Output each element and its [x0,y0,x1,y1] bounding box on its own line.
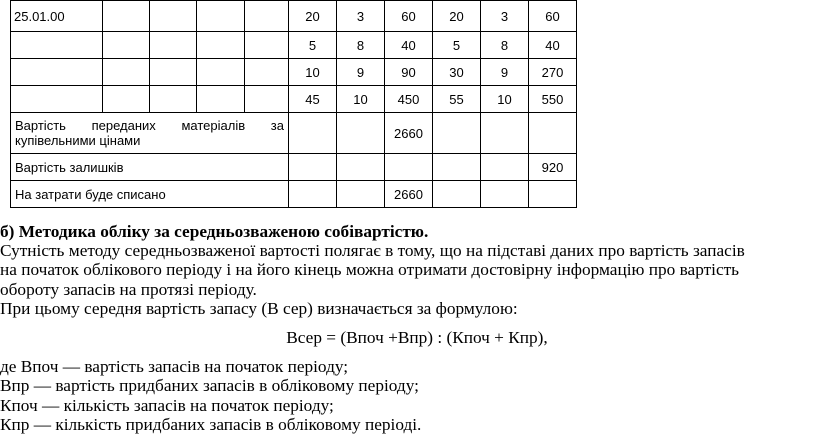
table-row [11,32,577,59]
summary-label: Вартість залишків [11,154,289,181]
table-cell [197,32,245,59]
table-cell: 20 [433,1,481,32]
table-cell: 8 [337,32,385,59]
table-cell [289,154,337,181]
summary-row-written-off [11,181,577,208]
table-cell: 30 [433,59,481,86]
summary-value [529,113,577,154]
paragraph-line: Сутність методу середньозваженої вартості полягає в тому, що на підставі даних про вартість запасів [0,241,745,261]
table-cell [150,59,197,86]
table-row [11,1,577,32]
table-cell [481,181,529,208]
table-cell: 45 [289,86,337,113]
table-cell [150,1,197,32]
paragraph-line: При цьому середня вартість запасу (В сер) визначається за формулою: [0,298,518,318]
table-cell: 40 [385,32,433,59]
table-row [11,59,577,86]
table-cell [245,1,289,32]
table-cell: 5 [433,32,481,59]
summary-label: На затрати буде списано [11,181,289,208]
table-cell [481,113,529,154]
summary-value [385,154,433,181]
table-cell: 20 [289,1,337,32]
summary-value: 920 [529,154,577,181]
date-cell: 25.01.00 [11,1,103,32]
table-cell [197,59,245,86]
body-text [0,222,816,434]
table-cell [289,113,337,154]
table-cell [150,32,197,59]
table-cell [337,181,385,208]
paragraph-line: обороту запасів на протязі періоду. [0,279,257,299]
inventory-ledger-table [10,0,577,208]
table-cell [103,86,150,113]
table-cell [289,181,337,208]
table-cell [150,86,197,113]
table-cell: 55 [433,86,481,113]
table-cell [481,154,529,181]
table-cell [103,32,150,59]
paragraph-line: на початок облікового періоду і на його кінець можна отримати достовірну інформацію про вартість [0,260,740,280]
table-cell [11,32,103,59]
table-cell: 90 [385,59,433,86]
table-cell: 3 [337,1,385,32]
table-cell: 550 [529,86,577,113]
table-cell [245,32,289,59]
section-heading: б) Методика обліку за середньозваженою собівартістю. [0,222,429,241]
table-cell: 450 [385,86,433,113]
table-cell: 9 [481,59,529,86]
summary-value: 2660 [385,113,433,154]
table-cell [103,1,150,32]
table-cell [103,59,150,86]
table-cell [11,86,103,113]
table-cell: 3 [481,1,529,32]
table-row [11,86,577,113]
definition-line: Впр — вартість придбаних запасів в обліковому періоду; [0,376,419,396]
definition-line: Кпоч — кількість запасів на початок періоду; [0,395,334,415]
table-cell [433,181,481,208]
summary-row-remainder [11,154,577,181]
table-cell [433,154,481,181]
table-cell: 270 [529,59,577,86]
summary-row-transferred [11,113,577,154]
definition-line: Кпр — кількість придбаних запасів в обліковому періоді. [0,414,422,434]
table-cell: 10 [289,59,337,86]
table-cell [197,1,245,32]
table-cell [197,86,245,113]
table-cell [337,154,385,181]
table-cell [245,59,289,86]
table-cell: 5 [289,32,337,59]
table-cell: 8 [481,32,529,59]
table-cell: 60 [529,1,577,32]
table-cell [11,59,103,86]
summary-label: Вартість переданих матеріалів за купівельними цінами [11,113,289,154]
table-cell: 60 [385,1,433,32]
formula: Всер = (Впоч +Впр) : (Кпоч + Кпр), [286,328,548,348]
definition-line: де Впоч — вартість запасів на початок періоду; [0,357,349,377]
summary-value [529,181,577,208]
table-cell [245,86,289,113]
table-cell [433,113,481,154]
table-cell: 10 [337,86,385,113]
summary-value: 2660 [385,181,433,208]
table-cell [337,113,385,154]
table-cell: 9 [337,59,385,86]
table-cell: 10 [481,86,529,113]
table-cell: 40 [529,32,577,59]
